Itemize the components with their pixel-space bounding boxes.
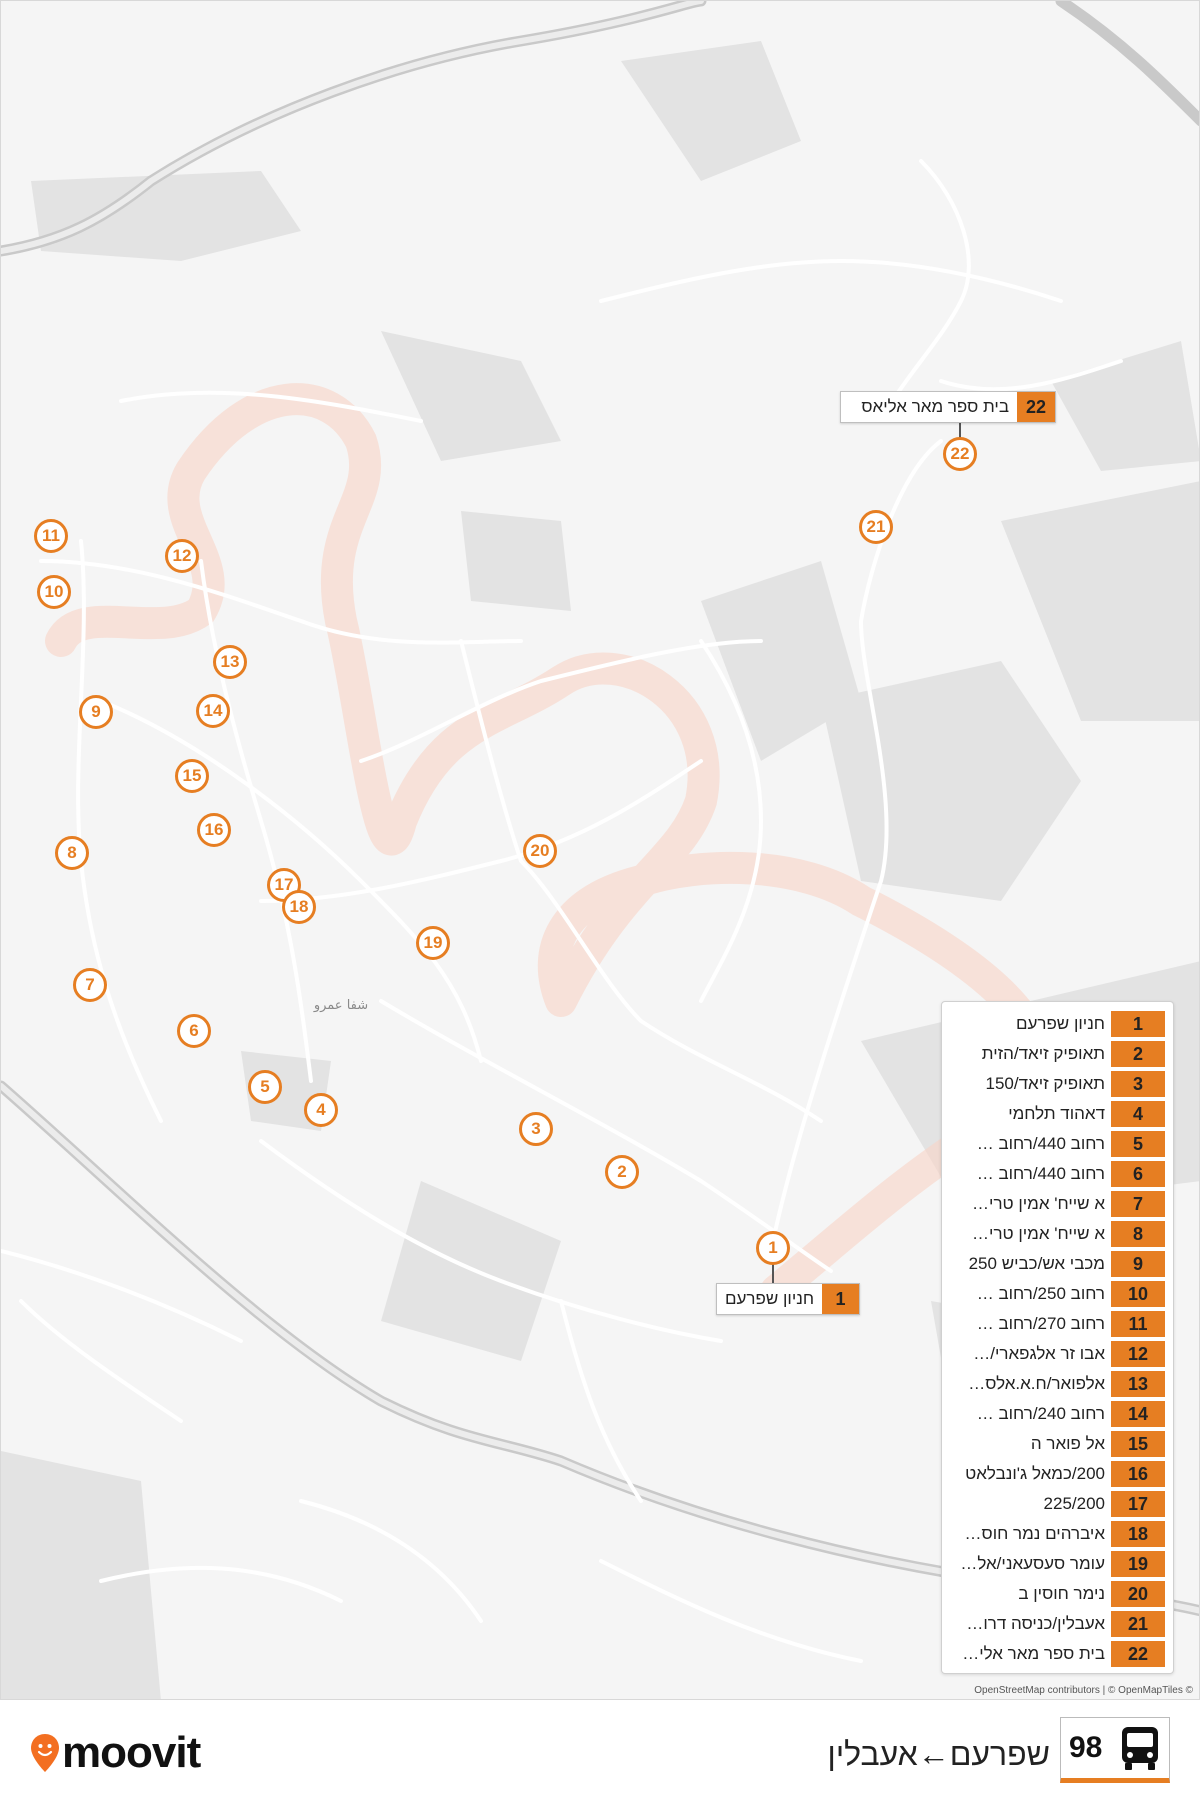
stops-legend xyxy=(941,1001,1174,1674)
callout-number: 1 xyxy=(822,1284,859,1314)
stop-marker-7[interactable]: 7 xyxy=(73,968,107,1002)
legend-stop-name: רחוב 270/רחוב … xyxy=(976,1314,1105,1333)
legend-stop-name: 200/כמאל ג'ונבלאט xyxy=(965,1464,1105,1483)
legend-number: 7 xyxy=(1111,1191,1165,1217)
route-number: 98 xyxy=(1069,1731,1103,1764)
legend-number: 16 xyxy=(1111,1461,1165,1487)
stop-marker-16[interactable]: 16 xyxy=(197,813,231,847)
stop-marker-11[interactable]: 11 xyxy=(34,519,68,553)
legend-stop-name: חניון שפרעם xyxy=(1015,1014,1105,1033)
callout-stop-22[interactable] xyxy=(840,391,1056,423)
legend-stop-name: תאופיק זיאד/הזית xyxy=(981,1044,1105,1063)
legend-row-2[interactable] xyxy=(942,1039,1173,1069)
legend-stop-name: א שייח' אמין טרי… xyxy=(972,1194,1105,1213)
legend-stop-name: 225/200 xyxy=(1043,1494,1105,1513)
callout-name: חניון שפרעם xyxy=(725,1289,815,1308)
moovit-wordmark: moovit xyxy=(62,1728,201,1777)
stop-marker-6[interactable]: 6 xyxy=(177,1014,211,1048)
legend-row-19[interactable] xyxy=(942,1549,1173,1579)
legend-number: 19 xyxy=(1111,1551,1165,1577)
legend-row-5[interactable] xyxy=(942,1129,1173,1159)
stop-marker-12[interactable]: 12 xyxy=(165,539,199,573)
stop-marker-15[interactable]: 15 xyxy=(175,759,209,793)
stop-marker-18[interactable]: 18 xyxy=(282,890,316,924)
stop-marker-14[interactable]: 14 xyxy=(196,694,230,728)
legend-row-6[interactable] xyxy=(942,1159,1173,1189)
legend-number: 11 xyxy=(1111,1311,1165,1337)
callout-name: בית ספר מאר אליאס xyxy=(861,397,1009,416)
legend-number: 15 xyxy=(1111,1431,1165,1457)
legend-stop-name: תאופיק זיאד/150 xyxy=(985,1074,1105,1093)
stop-marker-4[interactable]: 4 xyxy=(304,1093,338,1127)
legend-row-16[interactable] xyxy=(942,1459,1173,1489)
legend-row-7[interactable] xyxy=(942,1189,1173,1219)
legend-stop-name: רחוב 240/רחוב … xyxy=(976,1404,1105,1423)
legend-number: 5 xyxy=(1111,1131,1165,1157)
legend-number: 6 xyxy=(1111,1161,1165,1187)
legend-row-15[interactable] xyxy=(942,1429,1173,1459)
legend-row-13[interactable] xyxy=(942,1369,1173,1399)
stop-marker-10[interactable]: 10 xyxy=(37,575,71,609)
moovit-logo[interactable] xyxy=(30,1730,200,1776)
stop-marker-3[interactable]: 3 xyxy=(519,1112,553,1146)
stop-marker-17[interactable]: 17 xyxy=(267,868,301,902)
legend-stop-name: אל פואר ה xyxy=(1030,1434,1105,1453)
legend-row-12[interactable] xyxy=(942,1339,1173,1369)
legend-stop-name: נימר חוסין ב xyxy=(1018,1584,1105,1603)
legend-row-18[interactable] xyxy=(942,1519,1173,1549)
legend-number: 21 xyxy=(1111,1611,1165,1637)
legend-row-9[interactable] xyxy=(942,1249,1173,1279)
map-attribution[interactable]: OpenStreetMap contributors | © OpenMapTiles © xyxy=(974,1685,1193,1696)
legend-row-1[interactable] xyxy=(942,1009,1173,1039)
stop-marker-21[interactable]: 21 xyxy=(859,510,893,544)
town-label: شفا عمرو xyxy=(313,998,369,1013)
legend-number: 13 xyxy=(1111,1371,1165,1397)
route-title: שפרעם←אעבלין xyxy=(827,1736,1050,1772)
legend-number: 14 xyxy=(1111,1401,1165,1427)
stop-marker-8[interactable]: 8 xyxy=(55,836,89,870)
stop-marker-9[interactable]: 9 xyxy=(79,695,113,729)
legend-number: 17 xyxy=(1111,1491,1165,1517)
legend-stop-name: אעבלין/כניסה דרו… xyxy=(966,1614,1105,1633)
legend-row-17[interactable] xyxy=(942,1489,1173,1519)
legend-number: 8 xyxy=(1111,1221,1165,1247)
legend-stop-name: אלפואר/ח.א.אלס… xyxy=(968,1374,1105,1393)
legend-number: 20 xyxy=(1111,1581,1165,1607)
legend-number: 18 xyxy=(1111,1521,1165,1547)
legend-stop-name: א שייח' אמין טרי… xyxy=(972,1224,1105,1243)
legend-stop-name: עומר סעסעאני/אל… xyxy=(960,1554,1105,1573)
legend-row-3[interactable] xyxy=(942,1069,1173,1099)
legend-stop-name: איברהים נמר חוס… xyxy=(964,1524,1105,1543)
legend-row-14[interactable] xyxy=(942,1399,1173,1429)
legend-row-4[interactable] xyxy=(942,1099,1173,1129)
stop-marker-22[interactable]: 22 xyxy=(943,437,977,471)
legend-number: 2 xyxy=(1111,1041,1165,1067)
callout-number: 22 xyxy=(1017,392,1055,422)
legend-stop-name: בית ספר מאר אלי… xyxy=(962,1644,1105,1663)
stop-marker-2[interactable]: 2 xyxy=(605,1155,639,1189)
moovit-pin-icon xyxy=(30,1733,60,1773)
legend-number: 1 xyxy=(1111,1011,1165,1037)
legend-row-8[interactable] xyxy=(942,1219,1173,1249)
stop-marker-19[interactable]: 19 xyxy=(416,926,450,960)
legend-number: 12 xyxy=(1111,1341,1165,1367)
legend-number: 3 xyxy=(1111,1071,1165,1097)
legend-number: 10 xyxy=(1111,1281,1165,1307)
legend-row-10[interactable] xyxy=(942,1279,1173,1309)
legend-row-11[interactable] xyxy=(942,1309,1173,1339)
callout-connector-1 xyxy=(772,1263,774,1283)
bus-icon xyxy=(1119,1725,1161,1771)
stop-marker-5[interactable]: 5 xyxy=(248,1070,282,1104)
stop-marker-13[interactable]: 13 xyxy=(213,645,247,679)
legend-number: 4 xyxy=(1111,1101,1165,1127)
route-badge xyxy=(1060,1717,1170,1783)
legend-row-20[interactable] xyxy=(942,1579,1173,1609)
stop-marker-20[interactable]: 20 xyxy=(523,834,557,868)
legend-row-21[interactable] xyxy=(942,1609,1173,1639)
callout-stop-1[interactable] xyxy=(716,1283,860,1315)
legend-stop-name: רחוב 440/רחוב … xyxy=(976,1164,1105,1183)
legend-stop-name: דאהוד תלחמי xyxy=(1008,1104,1105,1123)
footer-bar xyxy=(0,1700,1200,1800)
legend-row-22[interactable] xyxy=(942,1639,1173,1669)
legend-stop-name: מכבי אש/כביש 250 xyxy=(968,1254,1105,1273)
legend-stop-name: רחוב 250/רחוב … xyxy=(976,1284,1105,1303)
legend-number: 22 xyxy=(1111,1641,1165,1667)
stop-marker-1[interactable]: 1 xyxy=(756,1231,790,1265)
legend-stop-name: אבו זר אלגפארי/… xyxy=(973,1344,1105,1363)
legend-stop-name: רחוב 440/רחוב … xyxy=(976,1134,1105,1153)
legend-number: 9 xyxy=(1111,1251,1165,1277)
